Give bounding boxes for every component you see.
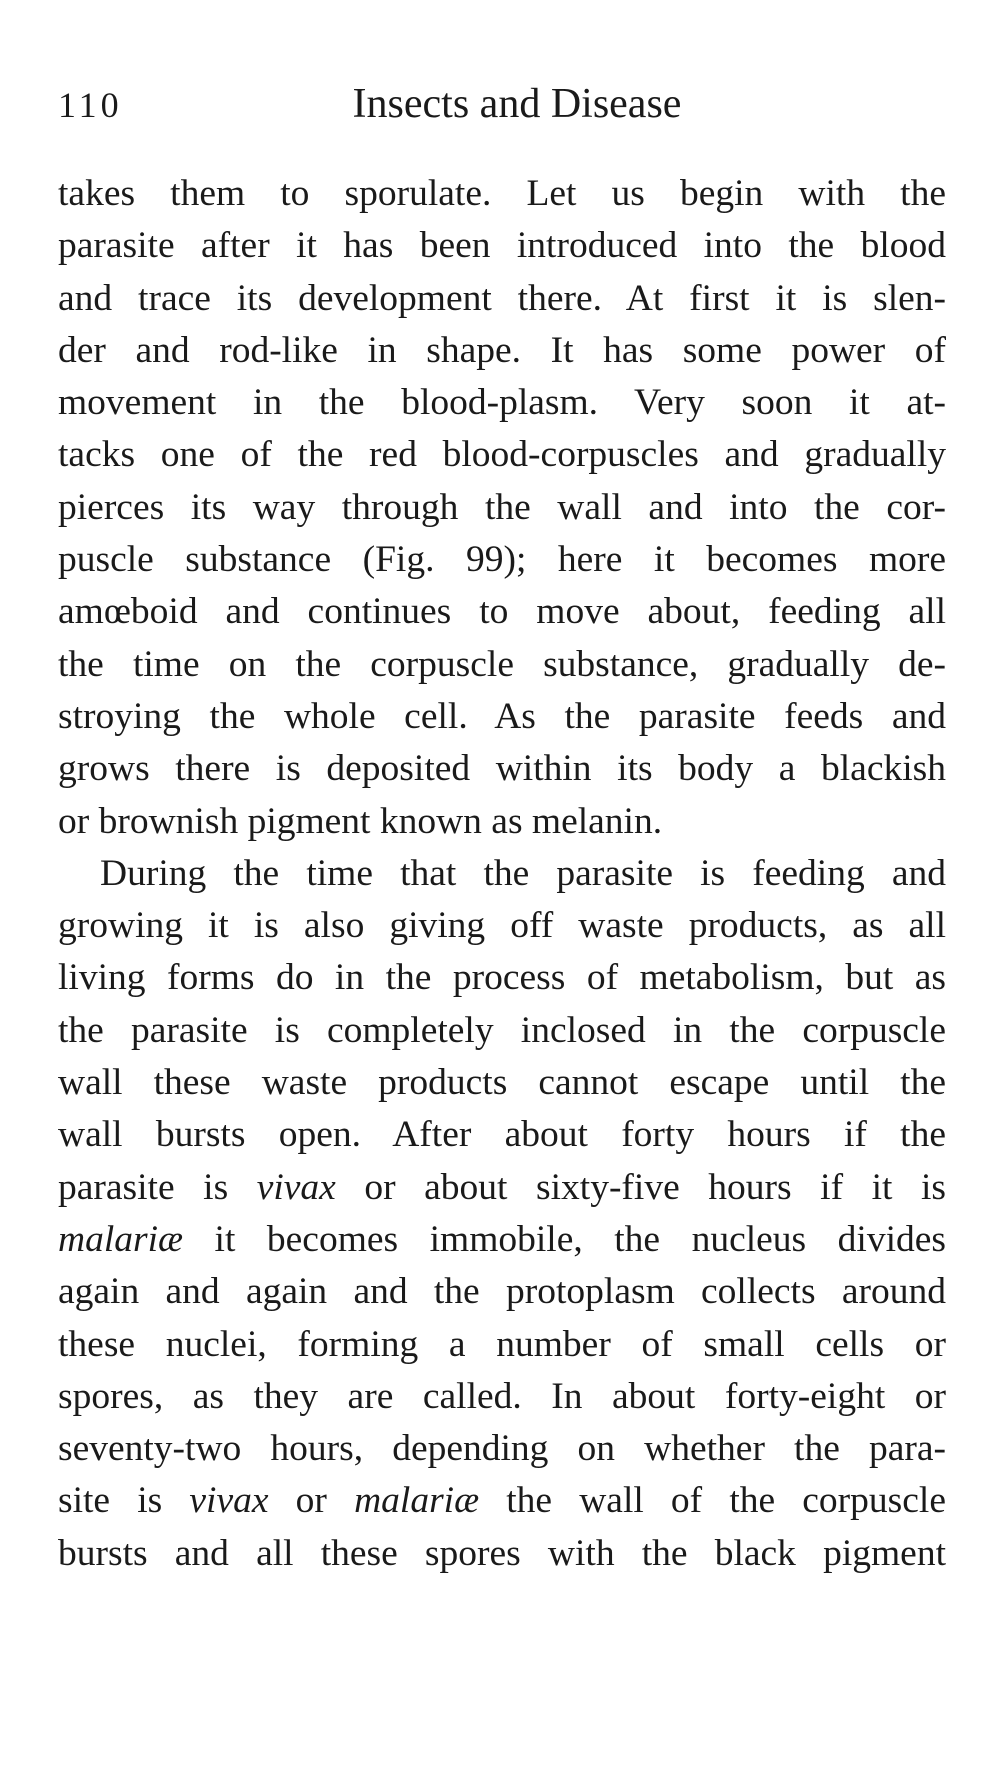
text-segment: stroying the whole cell. As the parasite feeds and xyxy=(58,695,946,737)
text-line xyxy=(58,377,946,429)
text-segment: or about sixty-five hours if it is xyxy=(335,1166,947,1208)
text-segment: again and again and the protoplasm collects around xyxy=(58,1271,946,1313)
text-segment: growing it is also giving off waste products, as all xyxy=(58,905,946,947)
body-text xyxy=(58,168,946,1580)
text-segment: wall these waste products cannot escape until the xyxy=(58,1062,946,1104)
text-line xyxy=(58,1475,946,1527)
text-line xyxy=(58,429,946,481)
text-segment: pierces its way through the wall and into the cor- xyxy=(58,486,946,528)
text-line xyxy=(58,796,946,848)
text-line xyxy=(58,900,946,952)
text-line xyxy=(58,273,946,325)
text-segment: takes them to sporulate. Let us begin with the xyxy=(58,173,946,214)
text-segment: these nuclei, forming a number of small cells or xyxy=(58,1323,946,1365)
text-line xyxy=(58,1214,946,1266)
text-segment: amœboid and continues to move about, feeding all xyxy=(58,591,946,633)
text-line xyxy=(58,482,946,534)
text-segment: the time on the corpuscle substance, gradually de- xyxy=(58,643,946,685)
text-line xyxy=(58,952,946,1004)
running-head xyxy=(58,80,946,140)
text-line xyxy=(58,1057,946,1109)
text-segment: or brownish pigment known as melanin. xyxy=(58,800,663,842)
italic-term: vivax xyxy=(256,1166,336,1208)
text-segment: During the time that the parasite is feeding and xyxy=(100,852,946,894)
text-line xyxy=(58,1528,946,1580)
italic-term: malariæ xyxy=(58,1218,184,1260)
italic-term: malariæ xyxy=(354,1480,480,1522)
text-segment: wall bursts open. After about forty hours if the xyxy=(58,1114,946,1156)
text-line xyxy=(58,1109,946,1161)
running-title: Insects and Disease xyxy=(352,81,682,127)
text-segment: parasite after it has been introduced into the blood xyxy=(58,225,946,267)
text-line xyxy=(58,1005,946,1057)
text-line xyxy=(58,743,946,795)
text-line xyxy=(58,1162,946,1214)
text-segment: living forms do in the process of metabolism, but as xyxy=(58,957,946,999)
text-segment: seventy-two hours, depending on whether the para- xyxy=(58,1428,946,1470)
page-number: 110 xyxy=(58,85,123,125)
text-segment: der and rod-like in shape. It has some power of xyxy=(58,329,946,371)
text-segment: the wall of the corpuscle xyxy=(479,1480,946,1522)
text-segment: it becomes immobile, the nucleus divides xyxy=(183,1218,946,1260)
text-line xyxy=(58,848,946,900)
text-segment: site is xyxy=(58,1480,190,1522)
paragraph xyxy=(58,168,946,848)
text-segment: bursts and all these spores with the black pigment xyxy=(58,1532,946,1574)
text-line xyxy=(58,1371,946,1423)
text-line xyxy=(58,220,946,272)
text-line xyxy=(58,1423,946,1475)
text-line xyxy=(58,1266,946,1318)
text-line xyxy=(58,691,946,743)
text-line xyxy=(58,639,946,691)
text-segment: movement in the blood-plasm. Very soon it at- xyxy=(58,382,946,424)
text-line xyxy=(58,534,946,586)
text-segment: tacks one of the red blood-corpuscles and gradually xyxy=(58,434,946,476)
text-segment: parasite is xyxy=(58,1166,257,1208)
text-line xyxy=(58,325,946,377)
text-line xyxy=(58,586,946,638)
text-segment: the parasite is completely inclosed in the corpuscle xyxy=(58,1009,946,1051)
text-segment: spores, as they are called. In about forty-eight or xyxy=(58,1375,946,1417)
text-segment: or xyxy=(268,1480,355,1522)
text-segment: puscle substance (Fig. 99); here it becomes more xyxy=(58,539,946,581)
italic-term: vivax xyxy=(189,1480,269,1522)
text-line xyxy=(58,168,946,220)
text-segment: grows there is deposited within its body a blackish xyxy=(58,748,946,790)
text-segment: and trace its development there. At first it is slen- xyxy=(58,277,946,319)
text-line xyxy=(58,1319,946,1371)
paragraph xyxy=(58,848,946,1580)
